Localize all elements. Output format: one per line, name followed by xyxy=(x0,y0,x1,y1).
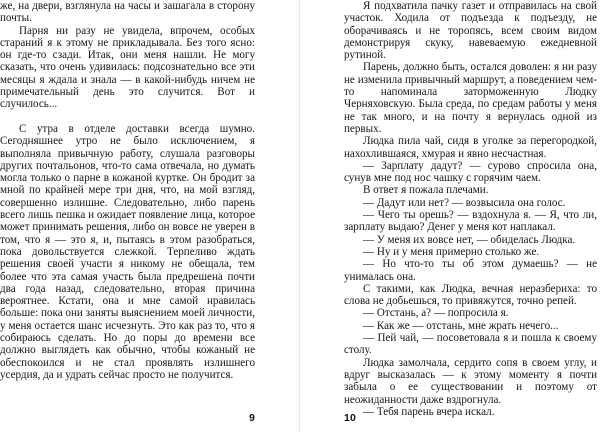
right-book-page xyxy=(299,0,600,432)
left-page-text-body xyxy=(0,0,255,381)
paragraph: В ответ я пожала плечами. xyxy=(363,184,489,197)
right-page-text-body xyxy=(344,0,597,418)
paragraph: — Пей чай, — посоветовала я и пошла к своему столу. xyxy=(344,332,597,357)
page-number-left: 9 xyxy=(248,412,255,424)
paragraph: Людка пила чай, сидя в уголке за перегородкой, нахохлившаяся, хмурая и явно несчастная. xyxy=(344,135,597,160)
paragraph: — У меня их вовсе нет, — обиделась Людка. xyxy=(363,233,576,246)
page-gutter-divider xyxy=(299,0,300,432)
paragraph: С такими, как Людка, вечная неразбериха: то слова не добьешься, то привяжутся, точно репей. xyxy=(344,282,597,308)
paragraph: Парень, должно быть, остался доволен: я ни разу не изменила привычный маршрут, а поведением чем-то напоминала заторможенную Людку Черняховскую. Была среда, по средам работы у меня не так много, и на почту я вернулась одной из первых. xyxy=(344,61,597,135)
paragraph: — Зарплату дадут? — сурово спросила она, сунув мне под нос чашку с горячим чаем. xyxy=(344,159,597,185)
paragraph: — Отстань, а? — попросила я. xyxy=(363,307,509,320)
page-number-right: 10 xyxy=(344,412,357,424)
paragraph: — Дадут или нет? — возвысила она голос. xyxy=(363,196,566,209)
paragraph: С утра в отделе доставки всегда шумно. Сегодняшнее утро не было исключением, я выполняла привычную работу, слушала разговоры других почтальонов, что-то сама отвечала, но думать могла только о парне в кожаной куртке. Он бродит за мной по крайней мере три дня, что, на мой взгляд, совершенно излишне. Следовательно, либо парень всего лишь пешка и ожидает появление лица, которое может принимать решения, либо он вовсе не уверен в том, что я — это я, и, пытаясь в этом разобраться, пока довольствуется слежкой. Терпеливо ждать решения своей участи я никому не обещала, тем более что эта самая участь была предрешена почти два года назад, следовательно, вторая причина вероятнее. Кстати, она и мне самой нравилась больше: пока они заняты выяснением моей личности, у меня остается шанс исчезнуть. Это как раз то, что я собираюсь сделать. Но до поры до времени все должно выглядеть как обычно, чтобы кожаный не обеспокоился и не стал проявлять излишнего усердия, да и удрать сейчас просто не получится. xyxy=(0,122,255,381)
paragraph-spacer xyxy=(0,111,255,123)
paragraph: — Но что-то ты об этом думаешь? — не унималась она. xyxy=(344,258,597,283)
paragraph: Людка замолчала, сердито сопя в своем углу, и вдруг высказалась — к этому моменту я почти забыла о ее существовании и поэтому от неожиданности даже вздрогнула. xyxy=(344,356,597,406)
paragraph: Я подхватила пачку газет и отправилась на свой участок. Ходила от подъезда к подъезду, не оборачиваясь и не торопясь, всем своим видом демонстрируя скуку, навеваемую ежедневной рутиной. xyxy=(344,0,597,62)
paragraph: — Ну и у меня примерно столько же. xyxy=(363,245,540,258)
paragraph: — Чего ты орешь? — вздохнула я. — Я, что ли, зарплату выдаю? Денег у меня кот наплакал. xyxy=(344,209,597,234)
paragraph: Парня ни разу не увидела, впрочем, особых стараний я к этому не прикладывала. Без того ясно: он где-то сзади. Итак, они меня нашли. Не могу сказать, что очень удивилась: подсознательно все эти месяцы я ждала и знала — в какой-нибудь ничем не примечательный день это случится. Вот и случилось... xyxy=(0,24,255,111)
paragraph: — Тебя парень вчера искал. xyxy=(363,405,495,418)
left-book-page xyxy=(0,0,299,432)
paragraph: же, на двери, взглянула на часы и зашагала в сторону почты. xyxy=(0,0,255,25)
paragraph: — Как же — отстань, мне жрать нечего... xyxy=(363,319,559,332)
